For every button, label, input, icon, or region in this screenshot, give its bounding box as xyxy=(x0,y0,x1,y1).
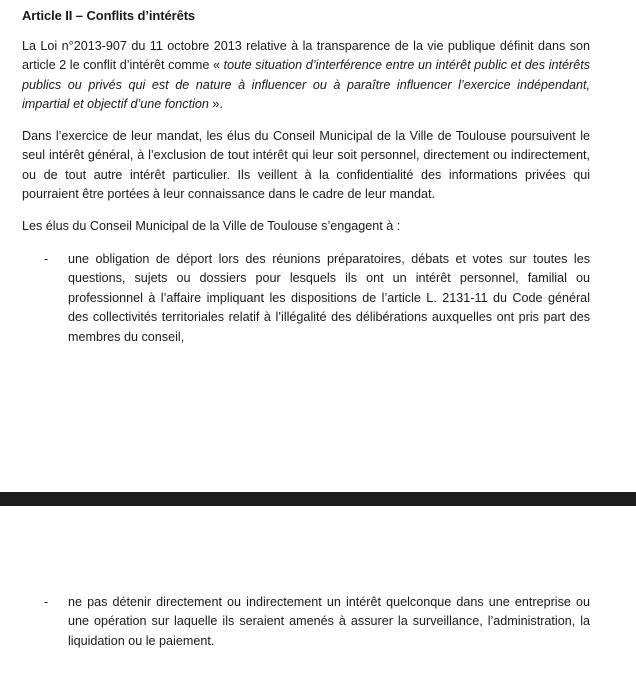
paragraph-definition-start: La Loi n°2013-907 du 11 octobre 2013 relative à la transparence de la vie publique définit dans son article 2 le conflit d’intérêt comme « xyxy=(22,39,590,73)
paragraph-engagement: Les élus du Conseil Municipal de la Ville de Toulouse s’engagent à : xyxy=(22,219,401,233)
document-page-bottom xyxy=(0,506,636,674)
paragraph-mandate: Dans l’exercice de leur mandat, les élus du Conseil Municipal de la Ville de Toulouse poursuivent le seul intérêt général, à l’exclusion de tout intérêt qui leur soit personnel, directement ou indirectement, ou de tout autre intérêt particulier. Ils veillent à la confidentialité des informations privées qui pourraient être portées à leur connaissance dans le cadre de leur mandat. xyxy=(22,129,590,202)
paragraph-definition-end: ». xyxy=(208,97,223,112)
list-item-interest xyxy=(22,593,590,653)
paragraph-definition-quote: toute situation d’interférence entre un intérêt public et des intérêts publics ou privés qui est de nature à influencer ou à paraître influencer l’exercice indépendant, impartial et objectif d’une fonction xyxy=(22,58,590,112)
list-bullet: - xyxy=(44,252,49,266)
list-item-text: une obligation de déport lors des réunions préparatoires, débats et votes sur toutes les questions, sujets ou dossiers pour lesquels ils ont un intérêt personnel, familial ou professionnel à l’affaire impliquant les dispositions de l’article L. 2131-11 du Code général des collectivités territoriales relatif à l’illégalité des délibérations auxquelles ont pris part des membres du conseil, xyxy=(68,252,590,344)
article-heading: Article II – Conflits d’intérêts xyxy=(22,8,196,23)
page-separator xyxy=(0,492,636,506)
list-bullet: - xyxy=(44,595,49,609)
list-item-text: ne pas détenir directement ou indirectement un intérêt quelconque dans une entreprise ou une opération sur laquelle ils seraient amenés à assurer la surveillance, l’administration, la liquidation ou le paiement. xyxy=(68,595,590,648)
list-item-deport xyxy=(22,250,590,350)
paragraph-definition xyxy=(22,37,590,115)
